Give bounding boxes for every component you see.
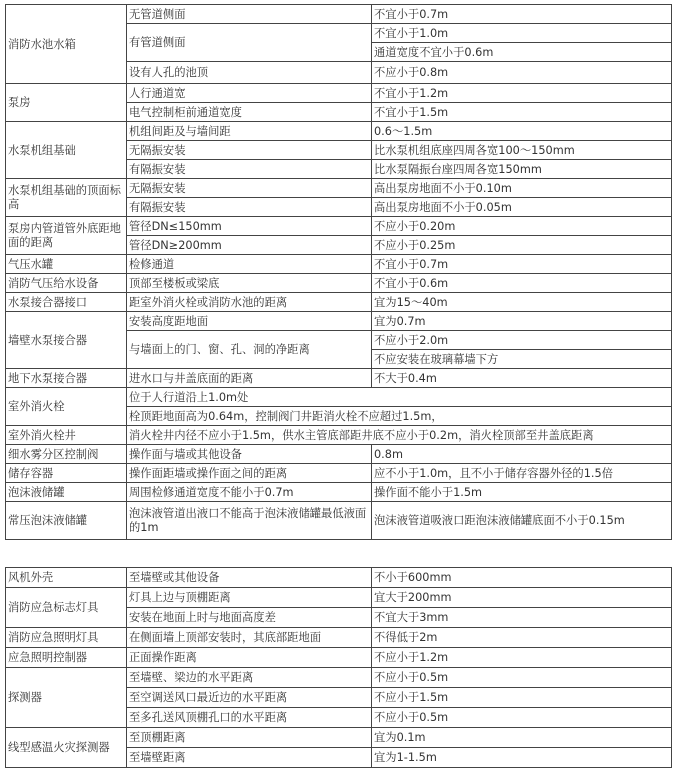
item-cell: 消火栓井内径不应小于1.5m，供水主管底部距井底不应小于0.2m，消火栓顶部至井盖底距离 [127,426,672,445]
requirement-cell: 不应小于0.5m [372,708,672,728]
category-cell: 泵房内管道管外底距地面的距离 [6,217,127,255]
requirement-cell: 通道宽度不宜小于0.6m [372,43,672,62]
requirement-cell: 不应小于2.0m [372,331,672,350]
item-cell: 至墙壁或其他设备 [127,568,372,588]
requirement-cell: 宜为1-1.5m [372,748,672,768]
category-cell: 水泵机组基础的顶面标高 [6,179,127,217]
requirement-cell: 不应小于0.5m [372,668,672,688]
requirement-cell: 比水泵机组底座四周各宽100～150mm [372,141,672,160]
requirement-cell: 操作面不能小于1.5m [372,483,672,502]
item-cell: 至墙壁距离 [127,748,372,768]
item-cell: 无隔振安装 [127,179,372,198]
requirement-cell: 不宜小于1.5m [372,103,672,122]
requirement-cell: 不小于600mm [372,568,672,588]
requirement-cell: 不应小于1.5m [372,688,672,708]
item-cell: 至墙壁、梁边的水平距离 [127,668,372,688]
requirement-cell: 不宜小于0.7m [372,255,672,274]
item-cell: 无管道侧面 [127,5,372,24]
item-cell: 安装在地面上时与地面高度差 [127,608,372,628]
category-cell: 线型感温火灾探测器 [6,728,127,768]
category-cell: 风机外壳 [6,568,127,588]
category-cell: 消防应急照明灯具 [6,628,127,648]
requirement-cell: 不应安装在玻璃幕墙下方 [372,350,672,369]
item-cell: 管径DN≤150mm [127,217,372,236]
item-cell: 栓顶距地面高为0.64m，控制阀门井距消火栓不应超过1.5m， [127,407,672,426]
requirement-cell: 不应小于0.8m [372,62,672,84]
spacing-table-fire-alarm [5,567,672,768]
category-cell: 泡沫液储罐 [6,483,127,502]
spacing-table-water [5,4,672,540]
item-cell: 进水口与井盖底面的距离 [127,369,372,388]
requirement-cell: 不宜小于1.2m [372,84,672,103]
item-cell: 检修通道 [127,255,372,274]
category-cell: 泵房 [6,84,127,122]
item-cell: 有管道侧面 [127,24,372,62]
requirement-cell: 不宜大于3mm [372,608,672,628]
category-cell: 消防水池水箱 [6,5,127,84]
item-cell: 灯具上边与顶棚距离 [127,588,372,608]
item-cell: 至空调送风口最近边的水平距离 [127,688,372,708]
item-cell: 周围检修通道宽度不能小于0.7m [127,483,372,502]
requirement-cell: 宜为0.7m [372,312,672,331]
requirement-cell: 应不小于1.0m，且不小于储存容器外径的1.5倍 [372,464,672,483]
item-cell: 无隔振安装 [127,141,372,160]
requirement-cell: 不应小于0.25m [372,236,672,255]
item-cell: 至顶棚距离 [127,728,372,748]
requirement-cell: 不宜小于1.0m [372,24,672,43]
item-cell: 电气控制柜前通道宽度 [127,103,372,122]
requirement-cell: 泡沫液管道吸液口距泡沫液储罐底面不小于0.15m [372,502,672,540]
category-cell: 地下水泵接合器 [6,369,127,388]
requirement-cell: 不得低于2m [372,628,672,648]
category-cell: 常压泡沫液储罐 [6,502,127,540]
category-cell: 探测器 [6,668,127,728]
category-cell: 应急照明控制器 [6,648,127,668]
category-cell: 水泵机组基础 [6,122,127,179]
requirement-cell: 不应小于1.2m [372,648,672,668]
item-cell: 有隔振安装 [127,160,372,179]
item-cell: 管径DN≥200mm [127,236,372,255]
item-cell: 操作面与墙或其他设备 [127,445,372,464]
category-cell: 消防应急标志灯具 [6,588,127,628]
item-cell: 位于人行道沿上1.0m处 [127,388,672,407]
item-cell: 设有人孔的池顶 [127,62,372,84]
category-cell: 消防气压给水设备 [6,274,127,293]
item-cell: 在侧面墙上顶部安装时，其底部距地面 [127,628,372,648]
requirement-cell: 不应小于0.20m [372,217,672,236]
category-cell: 细水雾分区控制阀 [6,445,127,464]
item-cell: 有隔振安装 [127,198,372,217]
item-cell: 顶部至楼板或梁底 [127,274,372,293]
requirement-cell: 高出泵房地面不小于0.05m [372,198,672,217]
item-cell: 人行通道宽 [127,84,372,103]
item-cell: 距室外消火栓或消防水池的距离 [127,293,372,312]
requirement-cell: 宜为15～40m [372,293,672,312]
requirement-cell: 比水泵隔振台座四周各宽150mm [372,160,672,179]
item-cell: 操作面距墙或操作面之间的距离 [127,464,372,483]
requirement-cell: 0.8m [372,445,672,464]
category-cell: 室外消火栓 [6,388,127,426]
category-cell: 储存容器 [6,464,127,483]
item-cell: 与墙面上的门、窗、孔、洞的净距离 [127,331,372,369]
category-cell: 室外消火栓井 [6,426,127,445]
item-cell: 机组间距及与墙间距 [127,122,372,141]
requirement-cell: 不宜小于0.7m [372,5,672,24]
category-cell: 墙壁水泵接合器 [6,312,127,369]
category-cell: 气压水罐 [6,255,127,274]
requirement-cell: 0.6～1.5m [372,122,672,141]
requirement-cell: 宜为0.1m [372,728,672,748]
requirement-cell: 不宜小于0.6m [372,274,672,293]
requirement-cell: 不大于0.4m [372,369,672,388]
item-cell: 安装高度距地面 [127,312,372,331]
requirement-cell: 高出泵房地面不小于0.10m [372,179,672,198]
category-cell: 水泵接合器接口 [6,293,127,312]
requirement-cell: 宜大于200mm [372,588,672,608]
item-cell: 正面操作距离 [127,648,372,668]
item-cell: 至多孔送风顶棚孔口的水平距离 [127,708,372,728]
item-cell: 泡沫液管道出液口不能高于泡沫液储罐最低液面的1m [127,502,372,540]
